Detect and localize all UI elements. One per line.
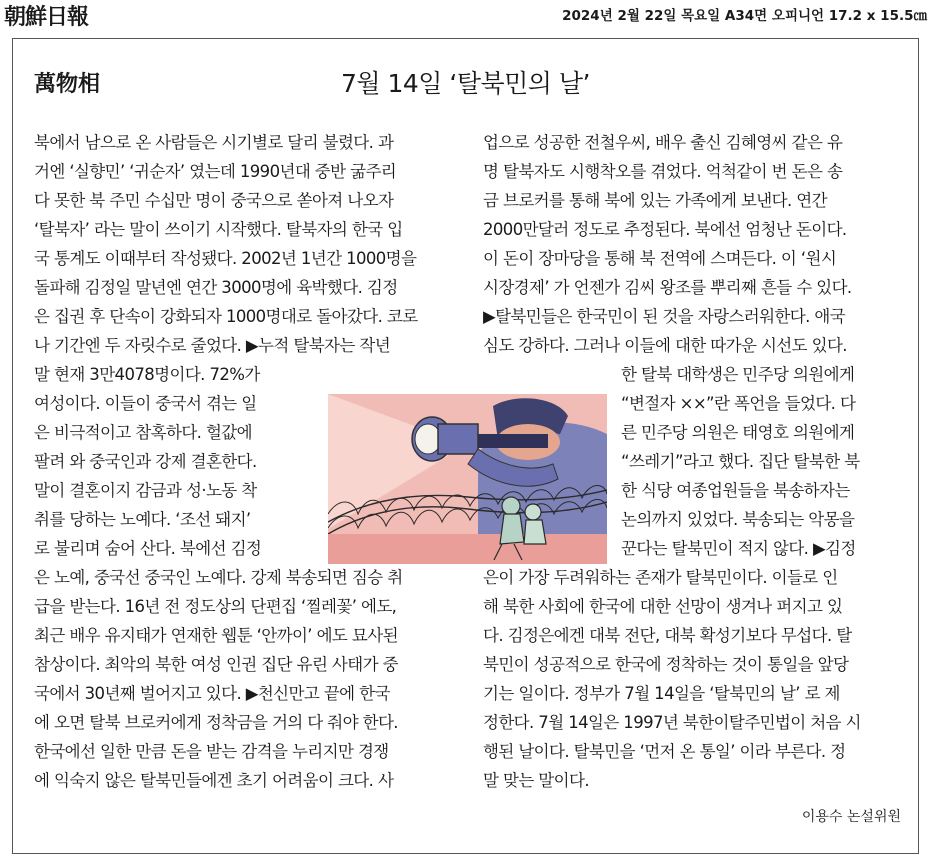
left-column-line: 말이 결혼이지 감금과 성·노동 착 <box>34 481 257 500</box>
left-column-line: 팔려 와 중국인과 강제 결혼한다. <box>34 452 257 471</box>
left-column-line: 은 집권 후 단속이 강화되자 1000명대로 돌아갔다. 코로 <box>34 307 418 326</box>
left-column-line: 다 못한 북 주민 수십만 명이 중국으로 쏟아져 나오자 <box>34 191 394 210</box>
right-column-line: 명 탈북자도 시행착오를 겪었다. 억척같이 번 돈은 송 <box>483 162 843 181</box>
newspaper-header <box>0 0 931 30</box>
right-column-line: 심도 강하다. 그러나 이들에 대한 따가운 시선도 있다. <box>483 336 847 355</box>
left-column-line: 최근 배우 유지태가 연재한 웹툰 ‘안까이’ 에도 묘사된 <box>34 626 398 645</box>
left-column-line: 급을 받는다. 16년 전 정도상의 단편집 ‘찔레꽃’ 에도, <box>34 597 397 616</box>
left-column-line: 참상이다. 최악의 북한 여성 인권 집단 유린 사태가 중 <box>34 655 398 674</box>
right-column-line: 꾼다는 탈북민이 적지 않다. ▶김정 <box>621 539 856 558</box>
article-author: 이용수 논설위원 <box>801 809 901 825</box>
left-column-line: 에 오면 탈북 브로커에게 정착금을 거의 다 줘야 한다. <box>34 713 398 732</box>
right-column-line: 시장경제’ 가 언젠가 김씨 왕조를 뿌리째 흔들 수 있다. <box>483 278 852 297</box>
right-column-line: 정한다. 7월 14일은 1997년 북한이탈주민법이 처음 시 <box>483 713 861 732</box>
right-column-line: 2000만달러 정도로 추정된다. 북에선 엄청난 돈이다. <box>483 220 847 239</box>
right-column-line: 한 탈북 대학생은 민주당 의원에게 <box>621 365 855 384</box>
left-column-line: 나 기간엔 두 자릿수로 줄었다. ▶누적 탈북자는 작년 <box>34 336 391 355</box>
newspaper-masthead: 朝鮮日報 <box>4 4 89 30</box>
right-column-line: 기는 일이다. 정부가 7월 14일을 ‘탈북민의 날’ 로 제 <box>483 684 840 703</box>
right-column-line: 금 브로커를 통해 북에 있는 가족에게 보낸다. 연간 <box>483 191 827 210</box>
right-column-line: 업으로 성공한 전철우씨, 배우 출신 김혜영씨 같은 유 <box>483 133 843 152</box>
right-column-line: 해 북한 사회에 한국에 대한 선망이 생겨나 퍼지고 있 <box>483 597 843 616</box>
left-column-line: 돌파해 김정일 말년엔 연간 3000명에 육박했다. 김정 <box>34 278 398 297</box>
right-column-line: 다. 김정은에겐 대북 전단, 대북 확성기보다 무섭다. 탈 <box>483 626 852 645</box>
right-column-line: ▶탈북민들은 한국민이 된 것을 자랑스러워한다. 애국 <box>483 307 846 326</box>
left-column-line: 한국에선 일한 만큼 돈을 받는 감격을 누리지만 경쟁 <box>34 742 389 761</box>
right-column-line: 북민이 성공적으로 한국에 정착하는 것이 통일을 앞당 <box>483 655 849 674</box>
left-column-line: 거엔 ‘실향민’ ‘귀순자’ 였는데 1990년대 중반 굶주리 <box>34 162 397 181</box>
right-column-line: “변절자 ××”란 폭언을 들었다. 다 <box>621 394 856 413</box>
right-column-line: 행된 날이다. 탈북민을 ‘먼저 온 통일’ 이라 부른다. 정 <box>483 742 846 761</box>
article-illustration <box>328 394 607 564</box>
left-column-line: 에 익숙지 않은 탈북민들에겐 초기 어려움이 크다. 사 <box>34 771 394 790</box>
right-column-line: 른 민주당 의원은 태영호 의원에게 <box>621 423 855 442</box>
right-column-line: 논의까지 있었다. 북송되는 악몽을 <box>621 510 855 529</box>
right-column-line: 이 돈이 장마당을 통해 북 전역에 스며든다. 이 ‘원시 <box>483 249 837 268</box>
left-column-line: 국에서 30년째 벌어지고 있다. ▶천신만고 끝에 한국 <box>34 684 390 703</box>
publication-info: 2024년 2월 22일 목요일 A34면 오피니언 17.2 x 15.5㎝ <box>562 8 927 24</box>
left-column-line: 로 불리며 숨어 산다. 북에선 김정 <box>34 539 262 558</box>
left-column-line: 은 비극적이고 참혹하다. 헐값에 <box>34 423 252 442</box>
right-column-line: 한 식당 여종업원들을 북송하자는 <box>621 481 850 500</box>
right-column-line: “쓰레기”라고 했다. 집단 탈북한 북 <box>621 452 860 471</box>
right-column-line: 은이 가장 두려워하는 존재가 탈북민이다. 이들로 인 <box>483 568 838 587</box>
left-column-line: 말 현재 3만4078명이다. 72%가 <box>34 365 260 384</box>
left-column-line: ‘탈북자’ 라는 말이 쓰이기 시작했다. 탈북자의 한국 입 <box>34 220 403 239</box>
left-column-line: 은 노예, 중국선 중국인 노예다. 강제 북송되면 짐승 취 <box>34 568 403 587</box>
illustration-defector-searchlight <box>328 394 607 564</box>
right-column-line: 말 맞는 말이다. <box>483 771 589 790</box>
left-column-line: 여성이다. 이들이 중국서 겪는 일 <box>34 394 257 413</box>
headline-text: 7월 14일 ‘탈북민의 날’ <box>340 69 590 98</box>
article-headline <box>0 64 931 100</box>
left-column-line: 취를 당하는 노예다. ‘조선 돼지’ <box>34 510 251 529</box>
left-column-line: 국 통계도 이때부터 작성됐다. 2002년 1년간 1000명을 <box>34 249 417 268</box>
column-section-title: 萬物相 <box>34 72 101 97</box>
left-column-line: 북에서 남으로 온 사람들은 시기별로 달리 불렸다. 과 <box>34 133 394 152</box>
